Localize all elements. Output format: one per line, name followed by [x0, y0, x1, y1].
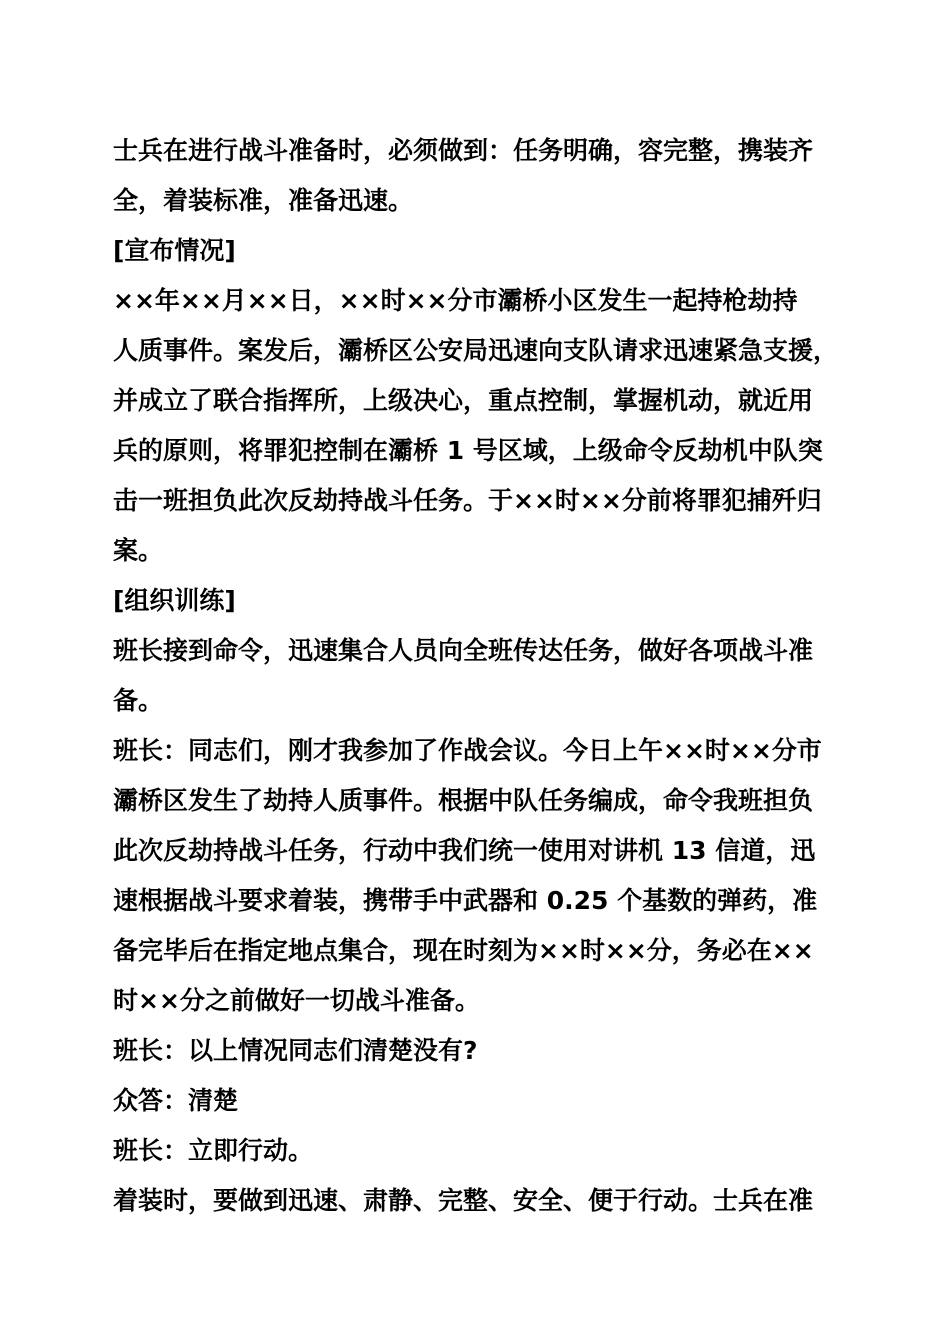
text-line: 全，着装标准，准备迅速。: [113, 186, 414, 215]
text-line: 案。: [113, 536, 164, 565]
dialogue-line: 众答：清楚: [113, 1086, 239, 1115]
text-line: 人质事件。案发后，灞桥区公安局迅速向支队请求迅速紧急支援，: [113, 336, 839, 365]
text-line: 兵的原则，将罪犯控制在灞桥 1 号区域，上级命令反劫机中队突: [113, 436, 823, 465]
text-line: 速根据战斗要求着装，携带手中武器和 0.25 个基数的弹药，准: [113, 886, 818, 915]
text-line: 备完毕后在指定地点集合，现在时刻为××时××分，务必在××: [113, 936, 814, 965]
document-body: [113, 126, 843, 1226]
text-line: 并成立了联合指挥所，上级决心，重点控制，掌握机动，就近用: [113, 386, 814, 415]
text-line: 着装时，要做到迅速、肃静、完整、安全、便于行动。士兵在准: [113, 1186, 814, 1215]
text-line: ××年××月××日，××时××分市灞桥小区发生一起持枪劫持: [113, 286, 798, 315]
section-heading: [组织训练]: [113, 586, 236, 615]
text-line: 士兵在进行战斗准备时，必须做到：任务明确，容完整，携装齐: [113, 136, 814, 165]
dialogue-line: 班长：以上情况同志们清楚没有?: [113, 1036, 478, 1065]
dialogue-line: 班长：立即行动。: [113, 1136, 314, 1165]
text-line: 时××分之前做好一切战斗准备。: [113, 986, 480, 1015]
text-line: 班长接到命令，迅速集合人员向全班传达任务，做好各项战斗准: [113, 636, 814, 665]
text-line: 备。: [113, 686, 164, 715]
section-heading: [宣布情况]: [113, 236, 236, 265]
text-line: 击一班担负此次反劫持战斗任务。于××时××分前将罪犯捕歼归: [113, 486, 822, 515]
text-line: 此次反劫持战斗任务，行动中我们统一使用对讲机 13 信道，迅: [113, 836, 816, 865]
text-line: 灞桥区发生了劫持人质事件。根据中队任务编成，命令我班担负: [113, 786, 814, 815]
text-line: 班长：同志们，刚才我参加了作战会议。今日上午××时××分市: [113, 736, 822, 765]
